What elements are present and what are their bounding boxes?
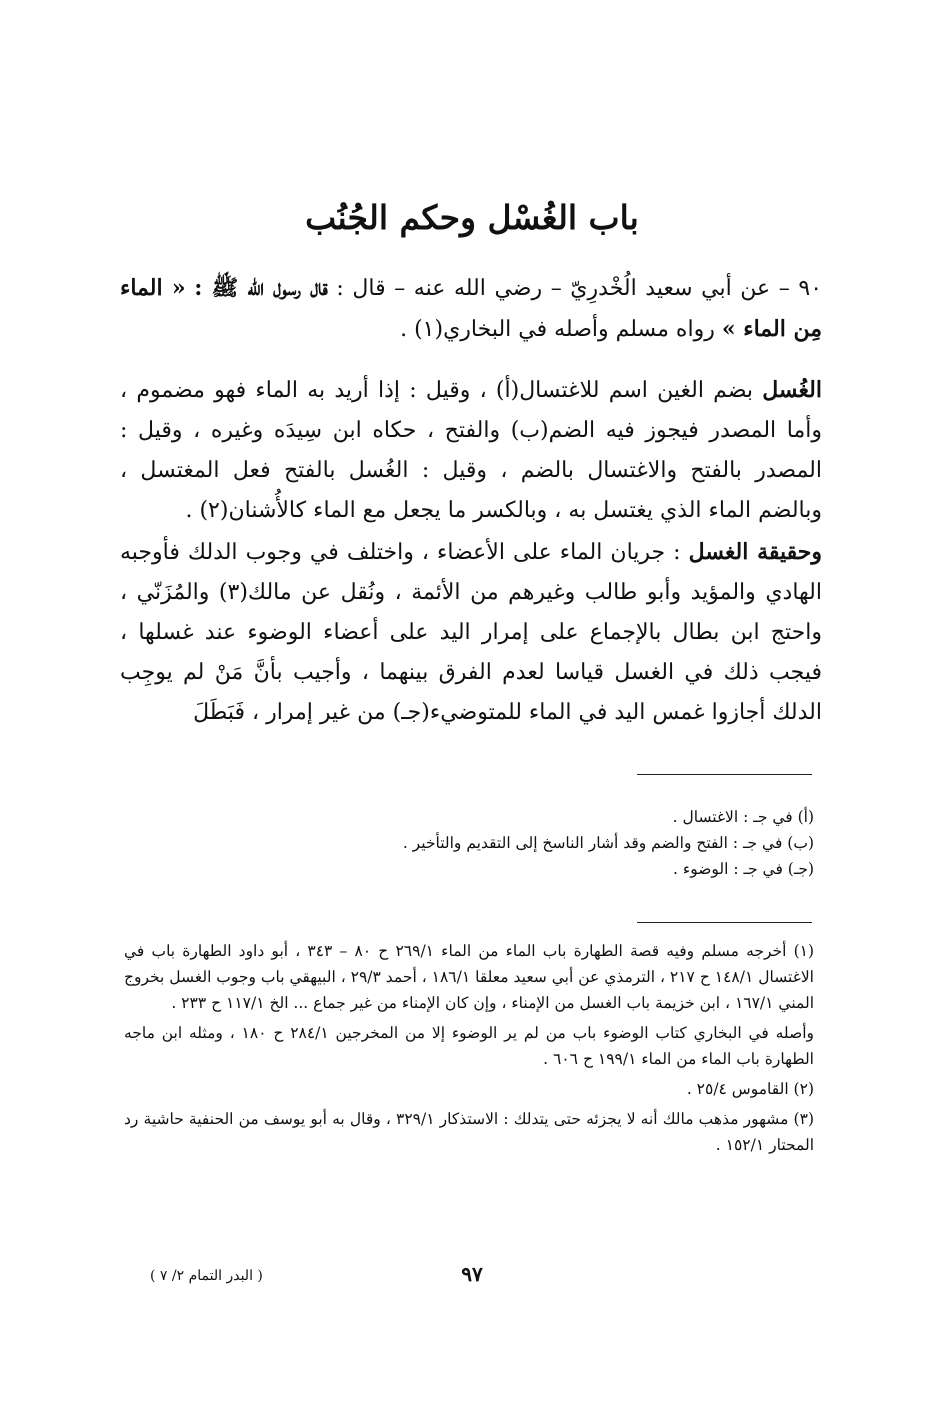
number-footnotes	[124, 938, 814, 1158]
page-number: ٩٧	[461, 1262, 483, 1286]
footnote-j: (جـ) في جـ : الوضوء .	[673, 860, 814, 878]
footnote-b: (ب) في جـ : الفتح والضم وقد أشار الناسخ إلى التقديم والتأخير .	[402, 834, 814, 852]
reality-text: : جريان الماء على الأعضاء ، واختلف في وجوب الدلك فأوجبه الهادي والمؤيد وأبو طالب وغيرهم من الأئمة ، ونُقل عن مالك(٣) والمُزَنّي ، واحتج ابن بطال بالإجماع على إمرار اليد على أعضاء الوضوء عند غسلها ، فيجب ذلك في الغسل قياسا لعدم الفرق بينهما ، وأجيب بأنَّ مَنْ لم يوجِب الدلك أجازوا غمس اليد في الماء للمتوضيء(جـ) من غير إمرار ، فَبَطَلَ	[120, 540, 822, 725]
footnote-1-continued: وأصله في البخاري كتاب الوضوء باب من لم ير الوضوء إلا من المخرجين ٢٨٤/١ ح ١٨٠ ، ومثله ابن ماجه الطهارة باب الماء من الماء ١٩٩/١ ح ٦٠٦ .	[124, 1024, 815, 1068]
letter-footnotes	[124, 804, 814, 882]
hadith-rest: رواه مسلم وأصله في البخاري(١) .	[400, 317, 715, 342]
hadith-prophet-intro: قال رسول الله ﷺ :	[194, 275, 328, 301]
reality-lead: وحقيقة الغسل	[688, 539, 822, 565]
definition-paragraph	[120, 370, 822, 531]
hadith-head: ٩٠ – عن أبي سعيد الُخْدرِيّ – رضي الله عنه – قال :	[336, 276, 823, 301]
signature-mark: ( البدر التمام ٢/ ٧ )	[150, 1268, 263, 1284]
footnote-1: (١) أخرجه مسلم وفيه قصة الطهارة باب الماء من الماء ٢٦٩/١ ح ٨٠ – ٣٤٣ ، أبو داود الطهارة باب في الاغتسال ١٤٨/١ ح ٢١٧ ، الترمذي عن أبي سعيد معلقا ١٨٦/١ ، أحمد ٢٩/٣ ، البيهقي باب وجوب الغسل بخروج المني ١٦٧/١ ، ابن خزيمة باب الغسل من الإمناء ، وإن كان الإمناء من غير جماع ... الخ ١١٧/١ ح ٢٣٣ .	[124, 942, 815, 1012]
definition-text: بضم الغين اسم للاغتسال(أ) ، وقيل : إذا أريد به الماء فهو مضموم ، وأما المصدر فيجوز فيه الضم(ب) والفتح ، حكاه ابن سِيدَه وغيره ، وقيل : المصدر بالفتح والاغتسال بالضم ، وقيل : الغُسل بالفتح فعل المغتسل ، وبالضم الماء الذي يغتسل به ، وبالكسر ما يجعل مع الماء كالأُشنان(٢) .	[120, 378, 822, 523]
footnote-3: (٣) مشهور مذهب مالك أنه لا يجزئه حتى يتدلك : الاستذكار ٣٢٩/١ ، وقال به أبو يوسف من الحنفية حاشية رد المحتار ١٥٢/١ .	[124, 1110, 814, 1154]
chapter-title: باب الغُسْل وحكم الجُنُب	[305, 198, 639, 237]
hadith-paragraph	[120, 268, 822, 350]
reality-paragraph	[120, 532, 822, 733]
footnote-2: (٢) القاموس ٢٥/٤ .	[686, 1080, 814, 1098]
definition-lead: الغُسل	[762, 377, 822, 403]
footnote-a: (أ) في جـ : الاغتسال .	[672, 808, 814, 826]
hadith-quote: « الماء مِن الماء »	[120, 275, 822, 342]
footnote-divider-letters	[637, 774, 812, 775]
footnote-divider-numbers	[637, 922, 812, 923]
